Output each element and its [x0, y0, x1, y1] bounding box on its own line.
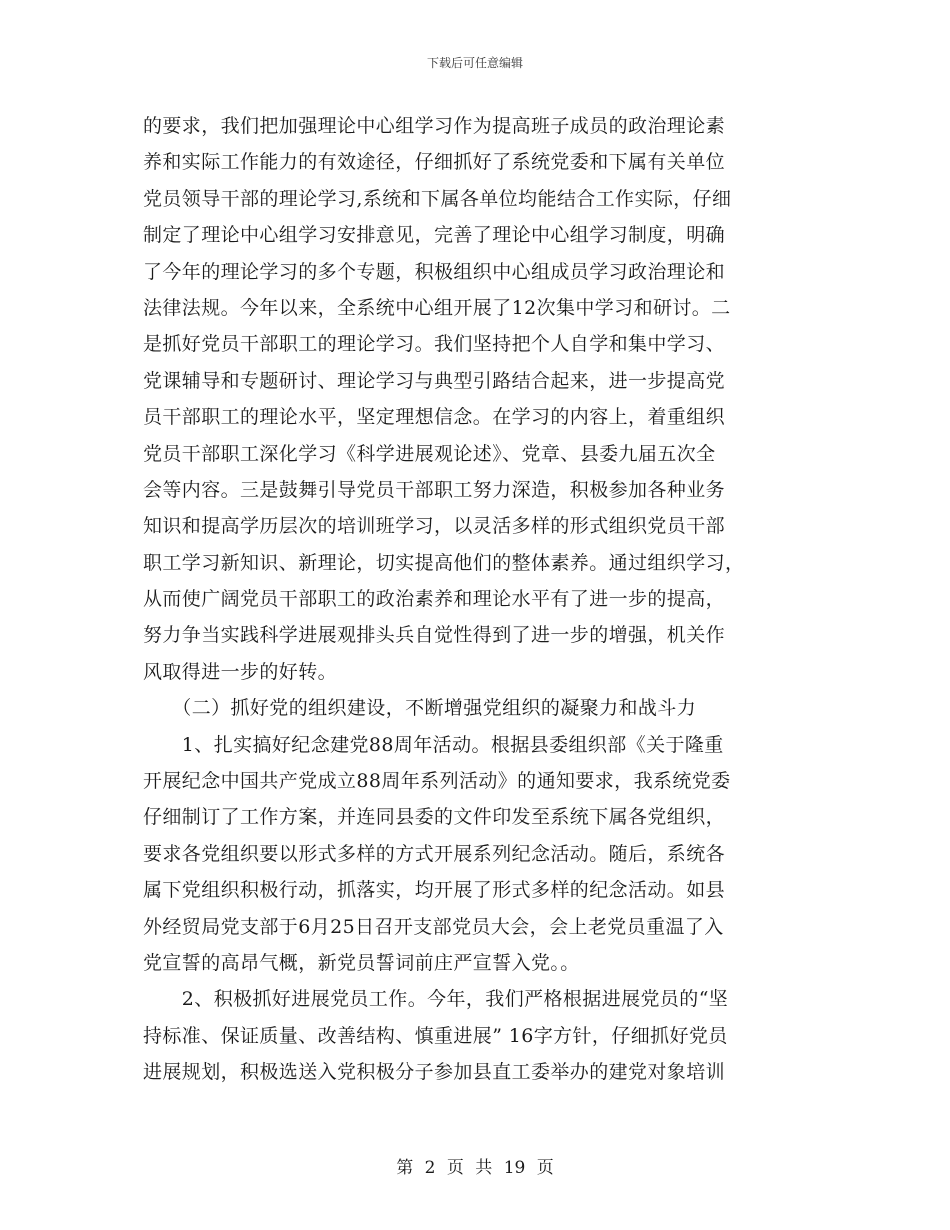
- body-line: 的要求，我们把加强理论中心组学习作为提高班子成员的政治理论素: [143, 115, 726, 137]
- body-line: 风取得进一步的好转。: [143, 660, 338, 683]
- body-line: 党课辅导和专题研讨、理论学习与典型引路结合起来，进一步提高党: [143, 369, 726, 392]
- page-header-note: 下载后可任意编辑: [426, 56, 523, 70]
- body-line: 仔细制订了工作方案，并连同县委的文件印发至系统下属各党组织，: [143, 806, 726, 829]
- body-line: 属下党组织积极行动，抓落实，均开展了形式多样的纪念活动。如县: [143, 879, 726, 902]
- body-line: 员干部职工的理论水平，坚定理想信念。在学习的内容上，着重组织: [143, 406, 726, 429]
- body-line: 从而使广阔党员干部职工的政治素养和理论水平有了进一步的提高，: [143, 588, 726, 611]
- section-heading: （二）抓好党的组织建设，不断增强党组织的凝聚力和战斗力: [143, 697, 697, 720]
- body-line: 持标准、保证质量、改善结构、慎重进展” 16字方针，仔细抓好党员: [143, 1024, 728, 1047]
- body-line: 了今年的理论学习的多个专题，积极组织中心组成员学习政治理论和: [143, 260, 726, 283]
- document-body: [143, 108, 803, 1091]
- body-line: 1、扎实搞好纪念建党88周年活动。根据县委组织部《关于隆重: [143, 733, 724, 756]
- body-line: 会等内容。三是鼓舞引导党员干部职工努力深造，积极参加各种业务: [143, 478, 726, 501]
- body-line: 外经贸局党支部于6月25日召开支部党员大会，会上老党员重温了入: [143, 915, 724, 938]
- body-line: 开展纪念中国共产党成立88周年系列活动》的通知要求，我系统党委: [143, 770, 731, 793]
- body-line: 法律法规。今年以来，全系统中心组开展了12次集中学习和研讨。二: [143, 296, 731, 319]
- body-line: 努力争当实践科学进展观排头兵自觉性得到了进一步的增强，机关作: [143, 624, 726, 647]
- body-line: 是抓好党员干部职工的理论学习。我们坚持把个人自学和集中学习、: [143, 333, 726, 356]
- body-line: 知识和提高学历层次的培训班学习，以灵活多样的形式组织党员干部: [143, 515, 726, 538]
- body-line: 党宣誓的高昂气概，新党员誓词前庄严宣誓入党。。: [143, 951, 580, 974]
- body-line: 职工学习新知识、新理论，切实提高他们的整体素养。通过组织学习，: [143, 551, 745, 574]
- body-line: 进展规划，积极选送入党积极分子参加县直工委举办的建党对象培训: [143, 1061, 726, 1084]
- body-line: 要求各党组织要以形式多样的方式开展系列纪念活动。随后，系统各: [143, 842, 726, 865]
- body-line: 制定了理论中心组学习安排意见，完善了理论中心组学习制度，明确: [143, 224, 726, 247]
- body-line: 党员领导干部的理论学习,系统和下属各单位均能结合工作实际，仔细: [143, 187, 732, 210]
- body-line: 养和实际工作能力的有效途径，仔细抓好了系统党委和下属有关单位: [143, 151, 726, 174]
- body-line: 2、积极抓好进展党员工作。今年，我们严格根据进展党员的“坚: [143, 988, 729, 1011]
- body-line: 党员干部职工深化学习《科学进展观论述》、党章、县委九届五次全: [143, 442, 716, 465]
- page-number-footer: 第 2 页 共 19 页: [396, 1158, 554, 1178]
